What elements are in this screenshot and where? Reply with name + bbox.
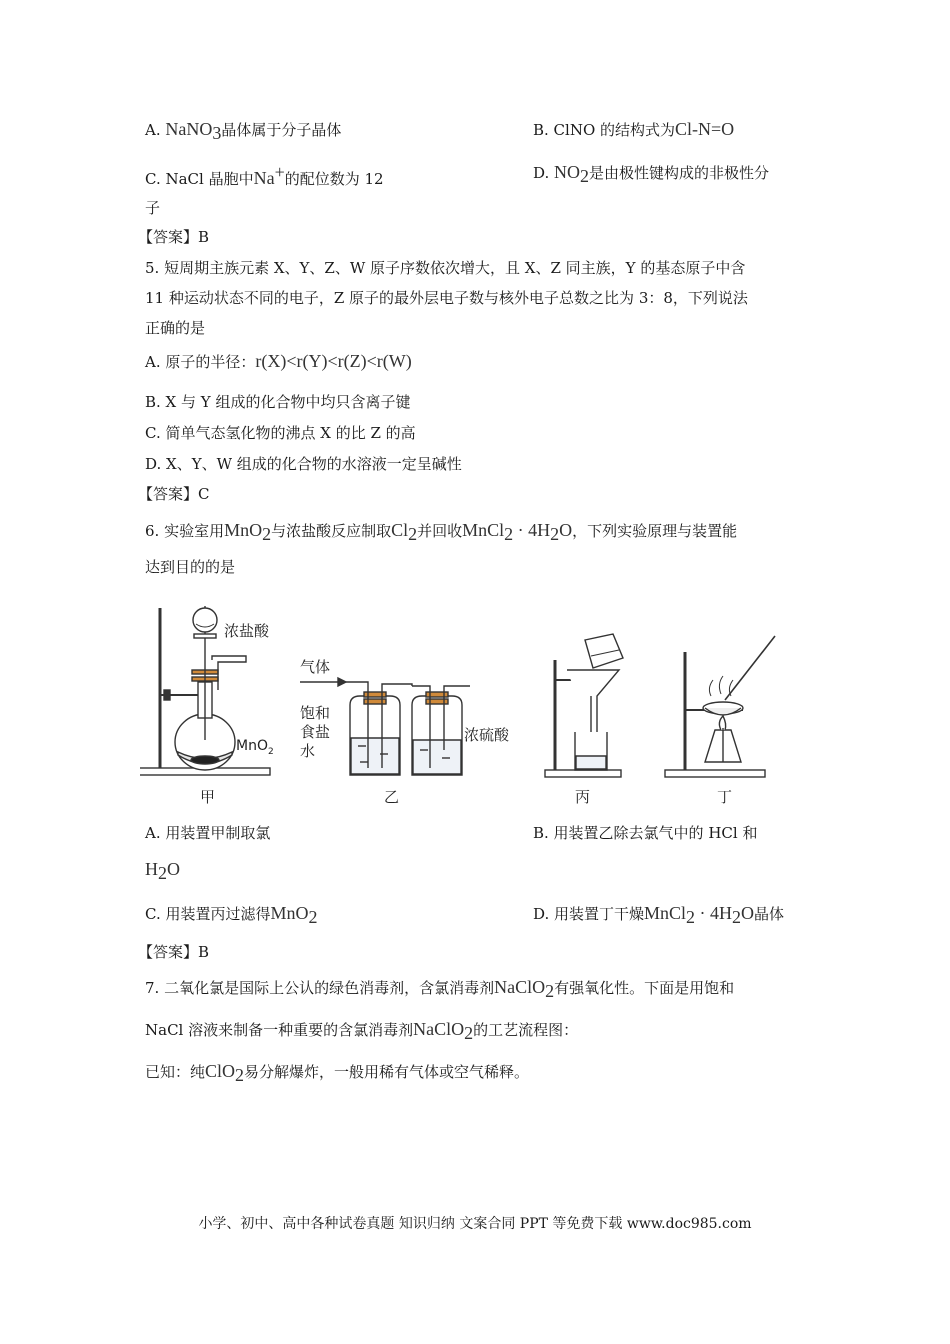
caption-ding: 丁 (717, 788, 733, 806)
q5-option-b: B. X 与 Y 组成的化合物中均只含离子键 (145, 393, 411, 411)
q6-option-c: C. 用装置丙过滤得MnO$_2$ (145, 903, 318, 927)
apparatus-yi (300, 658, 510, 806)
q5-answer: 【答案】C (138, 485, 210, 503)
label-water: 水 (300, 742, 316, 760)
q7-stem-line1: 7. 二氧化氯是国际上公认的绿色消毒剂，含氯消毒剂NaClO$_2$有强氧化性。下面是用饱和 (145, 977, 735, 1001)
q5-option-c: C. 简单气态氢化物的沸点 X 的比 Z 的高 (145, 424, 416, 442)
q5-stem-line1: 5. 短周期主族元素 X、Y、Z、W 原子序数依次增大，且 X、Z 同主族，Y 的基态原子中含 (145, 259, 746, 277)
label-salt: 食盐 (300, 723, 331, 741)
q4-option-b: B. ClNO 的结构式为Cl-N=O (533, 119, 735, 139)
caption-bing: 丙 (575, 788, 591, 806)
label-gas: 气体 (300, 658, 331, 676)
caption-jia: 甲 (200, 788, 216, 806)
q4-option-a: A. NaNO$_3$晶体属于分子晶体 (145, 119, 342, 143)
q5-stem-line3: 正确的是 (145, 319, 206, 337)
q5-option-d: D. X、Y、W 组成的化合物的水溶液一定呈碱性 (145, 455, 462, 473)
q6-answer: 【答案】B (138, 943, 210, 961)
q6-apparatus-figure (140, 600, 800, 810)
apparatus-jia (140, 606, 274, 806)
q4-option-d-continued: 子 (145, 199, 161, 217)
q7-known-note: 已知：纯ClO$_2$易分解爆炸，一般用稀有气体或空气稀释。 (145, 1061, 530, 1085)
apparatus-ding (665, 636, 775, 806)
label-conc-h2so4: 浓硫酸 (464, 726, 510, 744)
q5-option-a: A. 原子的半径：r(X)<r(Y)<r(Z)<r(W) (145, 351, 412, 371)
q6-option-b-continued: $H_2O$ (145, 859, 180, 883)
q6-option-d: D. 用装置丁干燥MnCl$_2$ · $4H_2O$晶体 (533, 903, 785, 927)
q6-option-a: A. 用装置甲制取氯 (145, 824, 271, 842)
q4-option-d: D. $NO_2$是由极性键构成的非极性分 (533, 162, 770, 186)
q4-answer: 【答案】B (138, 228, 210, 246)
q6-stem-line2: 达到目的的是 (145, 558, 236, 576)
q4-option-c: C. NaCl 晶胞中Na+的配位数为 12 (145, 162, 384, 188)
page-footer: 小学、初中、高中各种试卷真题 知识归纳 文案合同 PPT 等免费下载 www.doc985.com (198, 1216, 752, 1232)
apparatus-bing (545, 634, 623, 806)
label-conc-hcl: 浓盐酸 (224, 622, 270, 640)
mno2-solid (191, 756, 219, 764)
q6-stem-line1: 6. 实验室用MnO$_2$与浓盐酸反应制取$Cl_2$并回收MnCl$_2$ · $4H_2O$，下列实验原理与装置能 (145, 520, 738, 544)
q7-stem-line2: NaCl 溶液来制备一种重要的含氯消毒剂NaClO$_2$的工艺流程图： (145, 1019, 579, 1043)
q5-stem-line2: 11 种运动状态不同的电子，Z 原子的最外层电子数与核外电子总数之比为 3：8，下列说法 (145, 289, 748, 307)
label-mno2: MnO$_2$ (236, 738, 274, 757)
caption-yi: 乙 (384, 788, 400, 806)
label-saturated: 饱和 (300, 704, 331, 722)
q6-option-b: B. 用装置乙除去氯气中的 HCl 和 (533, 824, 758, 842)
